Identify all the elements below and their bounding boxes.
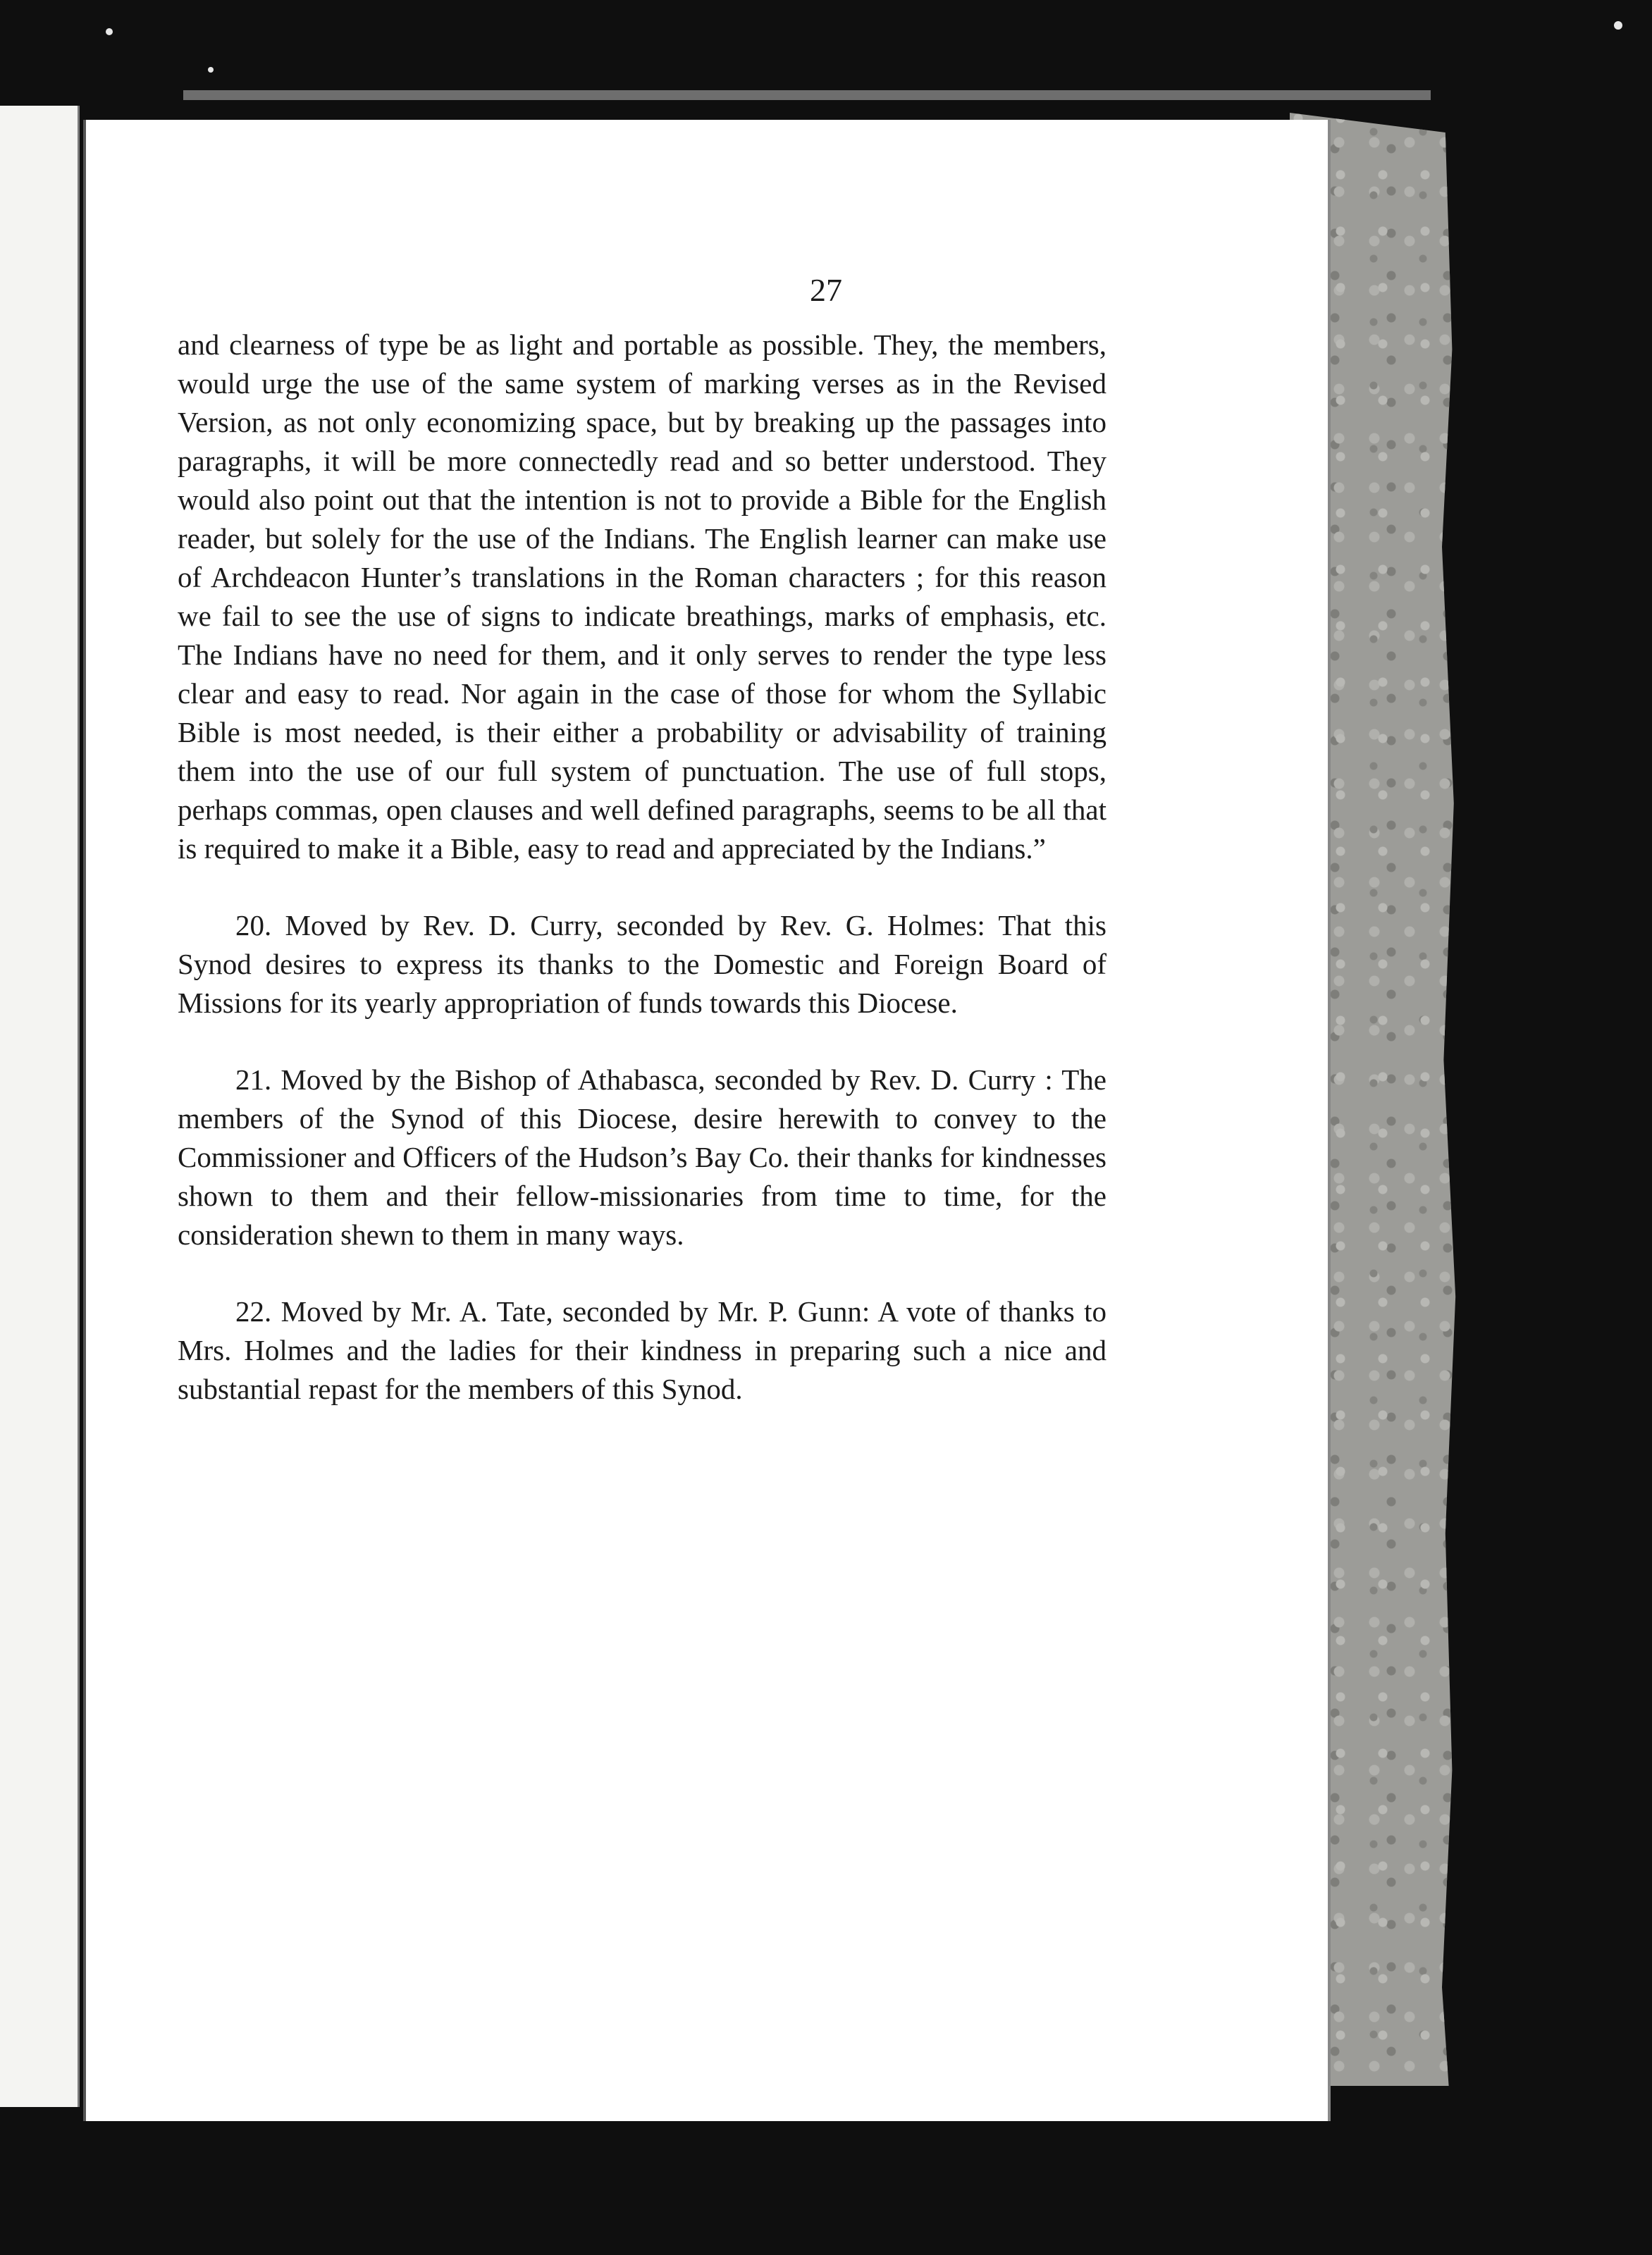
paragraph-continued-text: and clearness of type be as light and portable as possible. They, the members, would urge the use of the same system of marking verses as in the Revised Version, as not only economizing space, but by breaking up the passages into paragraphs, it will be more connectedly read and so better understood. They would also point out that the intention is not to provide a Bible for the English reader, but solely for the use of the Indians. The English learner can make use of Archdeacon Hunter’s translations in the Roman characters ; for this reason we fail to see the use of signs to indicate breathings, marks of emphasis, etc. The Indians have no need for them, and it only serves to render the type less clear and easy to read. Nor again in the case of those for whom the Syllabic Bible is most needed, is their either a probability or advisability of training them into the use of our full system of punctuation. The use of full stops, perhaps commas, open clauses and well defined paragraphs, seems to be all that is required to make it a Bible, easy to read and appreciated by the Indians.”: [178, 328, 1107, 865]
paragraph-motion-20: 20. Moved by Rev. D. Curry, seconded by Rev. G. Holmes: That this Synod desires to express its thanks to the Domestic and Foreign Board of Missions for its yearly appropriation of funds towards this Diocese.: [178, 909, 1107, 1019]
scan-speck: [208, 67, 214, 73]
paragraph-motion-22: 22. Moved by Mr. A. Tate, seconded by Mr. P. Gunn: A vote of thanks to Mrs. Holmes and the ladies for their kindness in preparing such a nice and substantial repast for the members of this Synod.: [178, 1295, 1107, 1405]
page-number: 27: [810, 272, 842, 308]
paragraph-motion-21: 21. Moved by the Bishop of Athabasca, seconded by Rev. D. Curry : The members of the Synod of this Diocese, desire herewith to convey to the Commissioner and Officers of the Hudson’s Bay Co. their thanks for kindnesses shown to them and their fellow-missionaries from time to time, for the consideration shewn to them in many ways.: [178, 1063, 1107, 1251]
facing-page-edge: [0, 106, 80, 2107]
scan-speck: [106, 28, 113, 35]
scan-speck: [1614, 21, 1622, 30]
page-top-shadow: [183, 90, 1431, 100]
body-text: [178, 326, 1107, 1409]
